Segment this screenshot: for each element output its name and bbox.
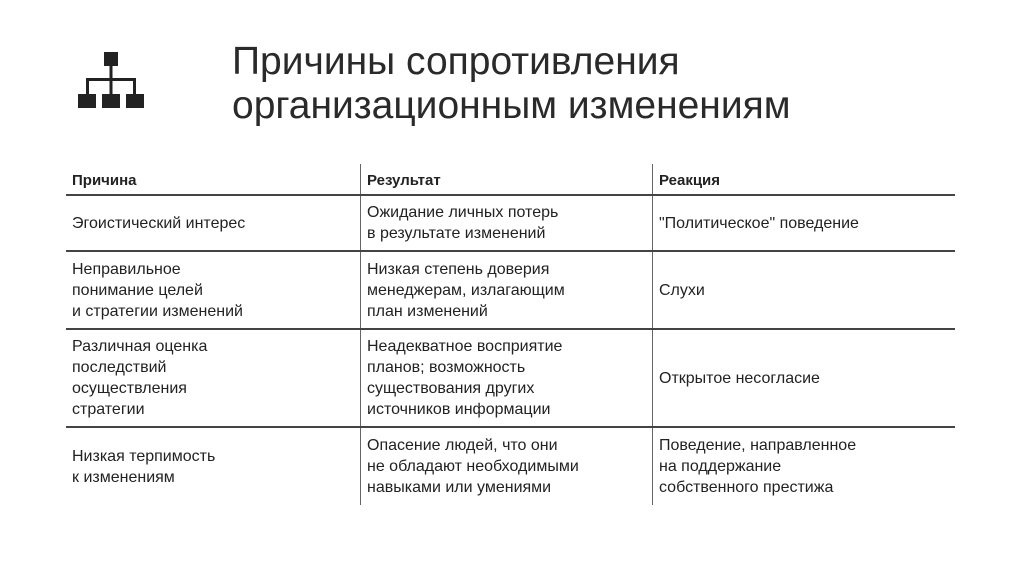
cell-line: на поддержание xyxy=(659,458,782,475)
cell-line: Различная оценка xyxy=(72,338,208,355)
cell-line: Слухи xyxy=(659,281,705,299)
cell-line: Поведение, направленное xyxy=(659,437,857,454)
cause-cell xyxy=(66,196,360,250)
result-cell xyxy=(360,330,652,426)
reaction-cell xyxy=(652,196,955,250)
cause-cell xyxy=(66,252,360,328)
result-cell xyxy=(360,428,652,505)
hierarchy-icon xyxy=(78,52,144,114)
cell-line: менеджерам, излагающим xyxy=(367,281,565,299)
cell-line: Открытое несогласие xyxy=(659,369,820,387)
cell-line: стратегии xyxy=(72,401,145,418)
cell-line: и стратегии изменений xyxy=(72,302,243,320)
cell-line: Неправильное xyxy=(72,260,181,278)
table-row xyxy=(66,428,955,505)
cause-cell xyxy=(66,330,360,426)
table-row xyxy=(66,252,955,330)
reaction-cell xyxy=(652,330,955,426)
result-cell xyxy=(360,196,652,250)
cell-line: Неадекватное восприятие xyxy=(367,338,563,355)
cell-line: собственного престижа xyxy=(659,479,834,496)
cell-line: навыками или умениями xyxy=(367,479,552,496)
cell-line: к изменениям xyxy=(72,468,175,486)
header-reaction: Реакция xyxy=(652,164,955,194)
cell-line: Низкая степень доверия xyxy=(367,260,550,278)
cell-line: осуществления xyxy=(72,380,187,397)
table-row xyxy=(66,196,955,252)
cell-line: последствий xyxy=(72,359,167,376)
cell-line: источников информации xyxy=(367,401,551,418)
page-title xyxy=(232,40,791,128)
title-line-1: Причины сопротивления xyxy=(232,40,680,83)
table-row xyxy=(66,330,955,428)
cell-line: Эгоистический интерес xyxy=(72,214,246,232)
reaction-cell xyxy=(652,252,955,328)
title-line-2: организационным изменениям xyxy=(232,84,791,127)
cell-line: в результате изменений xyxy=(367,225,546,242)
cell-line: план изменений xyxy=(367,302,488,320)
cell-line: Ожидание личных потерь xyxy=(367,204,559,221)
cause-cell xyxy=(66,428,360,505)
cell-line: не обладают необходимыми xyxy=(367,458,579,475)
table-header-row xyxy=(66,164,955,196)
cell-line: "Политическое" поведение xyxy=(659,214,859,232)
result-cell xyxy=(360,252,652,328)
cell-line: существования других xyxy=(367,380,535,397)
header-cause: Причина xyxy=(72,172,137,189)
reaction-cell xyxy=(652,428,955,505)
resistance-table xyxy=(66,164,955,505)
cell-line: Низкая терпимость xyxy=(72,447,216,465)
cell-line: Опасение людей, что они xyxy=(367,437,558,454)
cell-line: понимание целей xyxy=(72,281,203,299)
header-result: Результат xyxy=(360,164,652,194)
cell-line: планов; возможность xyxy=(367,359,526,376)
